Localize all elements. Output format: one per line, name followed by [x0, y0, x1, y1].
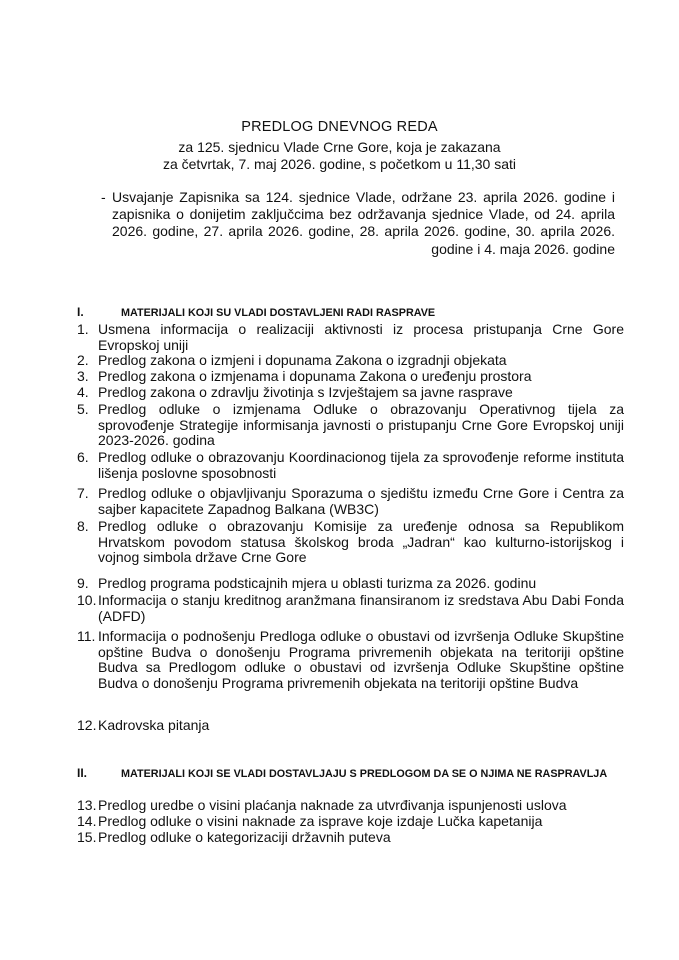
item-text: Predlog odluke o obrazovanju Komisije za uređenje odnosa sa Republikom Hrvatskom povodom statusa školskog broda „Jadran“ kao kulturno-istorijskog i vojnog simbola države Crne Gore — [98, 518, 624, 566]
item-number: 15. — [77, 829, 97, 845]
item-text: Predlog odluke o obrazovanju Koordinacionog tijela za sprovođenje reforme instituta lišenja poslovne sposobnosti — [98, 449, 624, 481]
item-text: Kadrovska pitanja — [98, 717, 210, 733]
item-text: Predlog zakona o zdravlju životinja s Izvještajem sa javne rasprave — [98, 384, 513, 400]
document-title: PREDLOG DNEVNOG REDA — [241, 119, 438, 135]
item-text: Predlog odluke o kategorizaciji državnih puteva — [98, 829, 391, 845]
item-number: 8. — [77, 518, 89, 534]
minutes-approval-item: Usvajanje Zapisnika sa 124. sjednice Vlade, održane 23. aprila 2026. godine i zapisnika o donijetim zaključcima bez održavanja sjednice Vlade, od 24. aprila 2026. godine, 27. aprila 2026. godine, 28. aprila 2026. godine, 30. aprila 2026. godine i 4. maja 2026. godine — [112, 189, 615, 257]
item-number: 1. — [77, 321, 89, 337]
section-1-number: I. — [77, 305, 84, 319]
item-number: 2. — [77, 352, 89, 368]
section-2-title: MATERIJALI KOJI SE VLADI DOSTAVLJAJU S PREDLOGOM DA SE O NJIMA NE RASPRAVLJA — [121, 768, 608, 780]
section-1-title: MATERIJALI KOJI SU VLADI DOSTAVLJENI RADI RASPRAVE — [121, 307, 436, 319]
item-text: Predlog zakona o izmjenama i dopunama Zakona o uređenju prostora — [98, 368, 532, 384]
item-number: 3. — [77, 368, 89, 384]
item-number: 14. — [77, 813, 97, 829]
item-number: 4. — [77, 384, 89, 400]
item-text: Predlog programa podsticajnih mjera u oblasti turizma za 2026. godinu — [98, 575, 537, 591]
item-number: 10. — [77, 592, 97, 608]
session-line: za 125. sjednicu Vlade Crne Gore, koja je zakazana — [178, 139, 501, 155]
item-text: Informacija o stanju kreditnog aranžmana finansiranom iz sredstava Abu Dabi Fonda (ADFD) — [98, 592, 624, 624]
section-2-number: II. — [77, 766, 88, 780]
item-text: Predlog odluke o visini naknade za isprave koje izdaje Lučka kapetanija — [98, 813, 543, 829]
item-text: Predlog odluke o objavljivanju Sporazuma o sjedištu između Crne Gore i Centra za sajber kapacitete Zapadnog Balkana (WB3C) — [98, 485, 624, 517]
item-number: 13. — [77, 797, 97, 813]
item-text: Usmena informacija o realizaciji aktivnosti iz procesa pristupanja Crne Gore Evropskoj uniji — [98, 321, 624, 353]
session-date-line: za četvrtak, 7. maj 2026. godine, s početkom u 11,30 sati — [162, 156, 517, 172]
item-text: Informacija o podnošenju Predloga odluke o obustavi od izvršenja Odluke Skupštine opštine Budva o donošenju Programa privremenih objekata na teritoriji opštine Budva sa Predlogom odluke o obustavi od izvršenja Odluke Skupštine opštine Budva o donošenju Programa privremenih objekata na teritoriji opštine Budva — [98, 628, 624, 691]
item-text: Predlog uredbe o visini plaćanja naknade za utvrđivanja ispunjenosti uslova — [98, 797, 567, 813]
intro-dash: - — [101, 189, 106, 205]
item-number: 6. — [77, 449, 89, 465]
item-text: Predlog zakona o izmjeni i dopunama Zakona o izgradnji objekata — [98, 352, 507, 368]
item-number: 12. — [77, 717, 97, 733]
item-text: Predlog odluke o izmjenama Odluke o obrazovanju Operativnog tijela za sprovođenje Strategije informisanja javnosti o pristupanju Crne Gore Evropskoj uniji 2023-2026. godina — [98, 401, 624, 449]
item-number: 7. — [77, 485, 89, 501]
item-number: 11. — [77, 628, 96, 644]
item-number: 5. — [77, 401, 89, 417]
item-number: 9. — [77, 575, 89, 591]
